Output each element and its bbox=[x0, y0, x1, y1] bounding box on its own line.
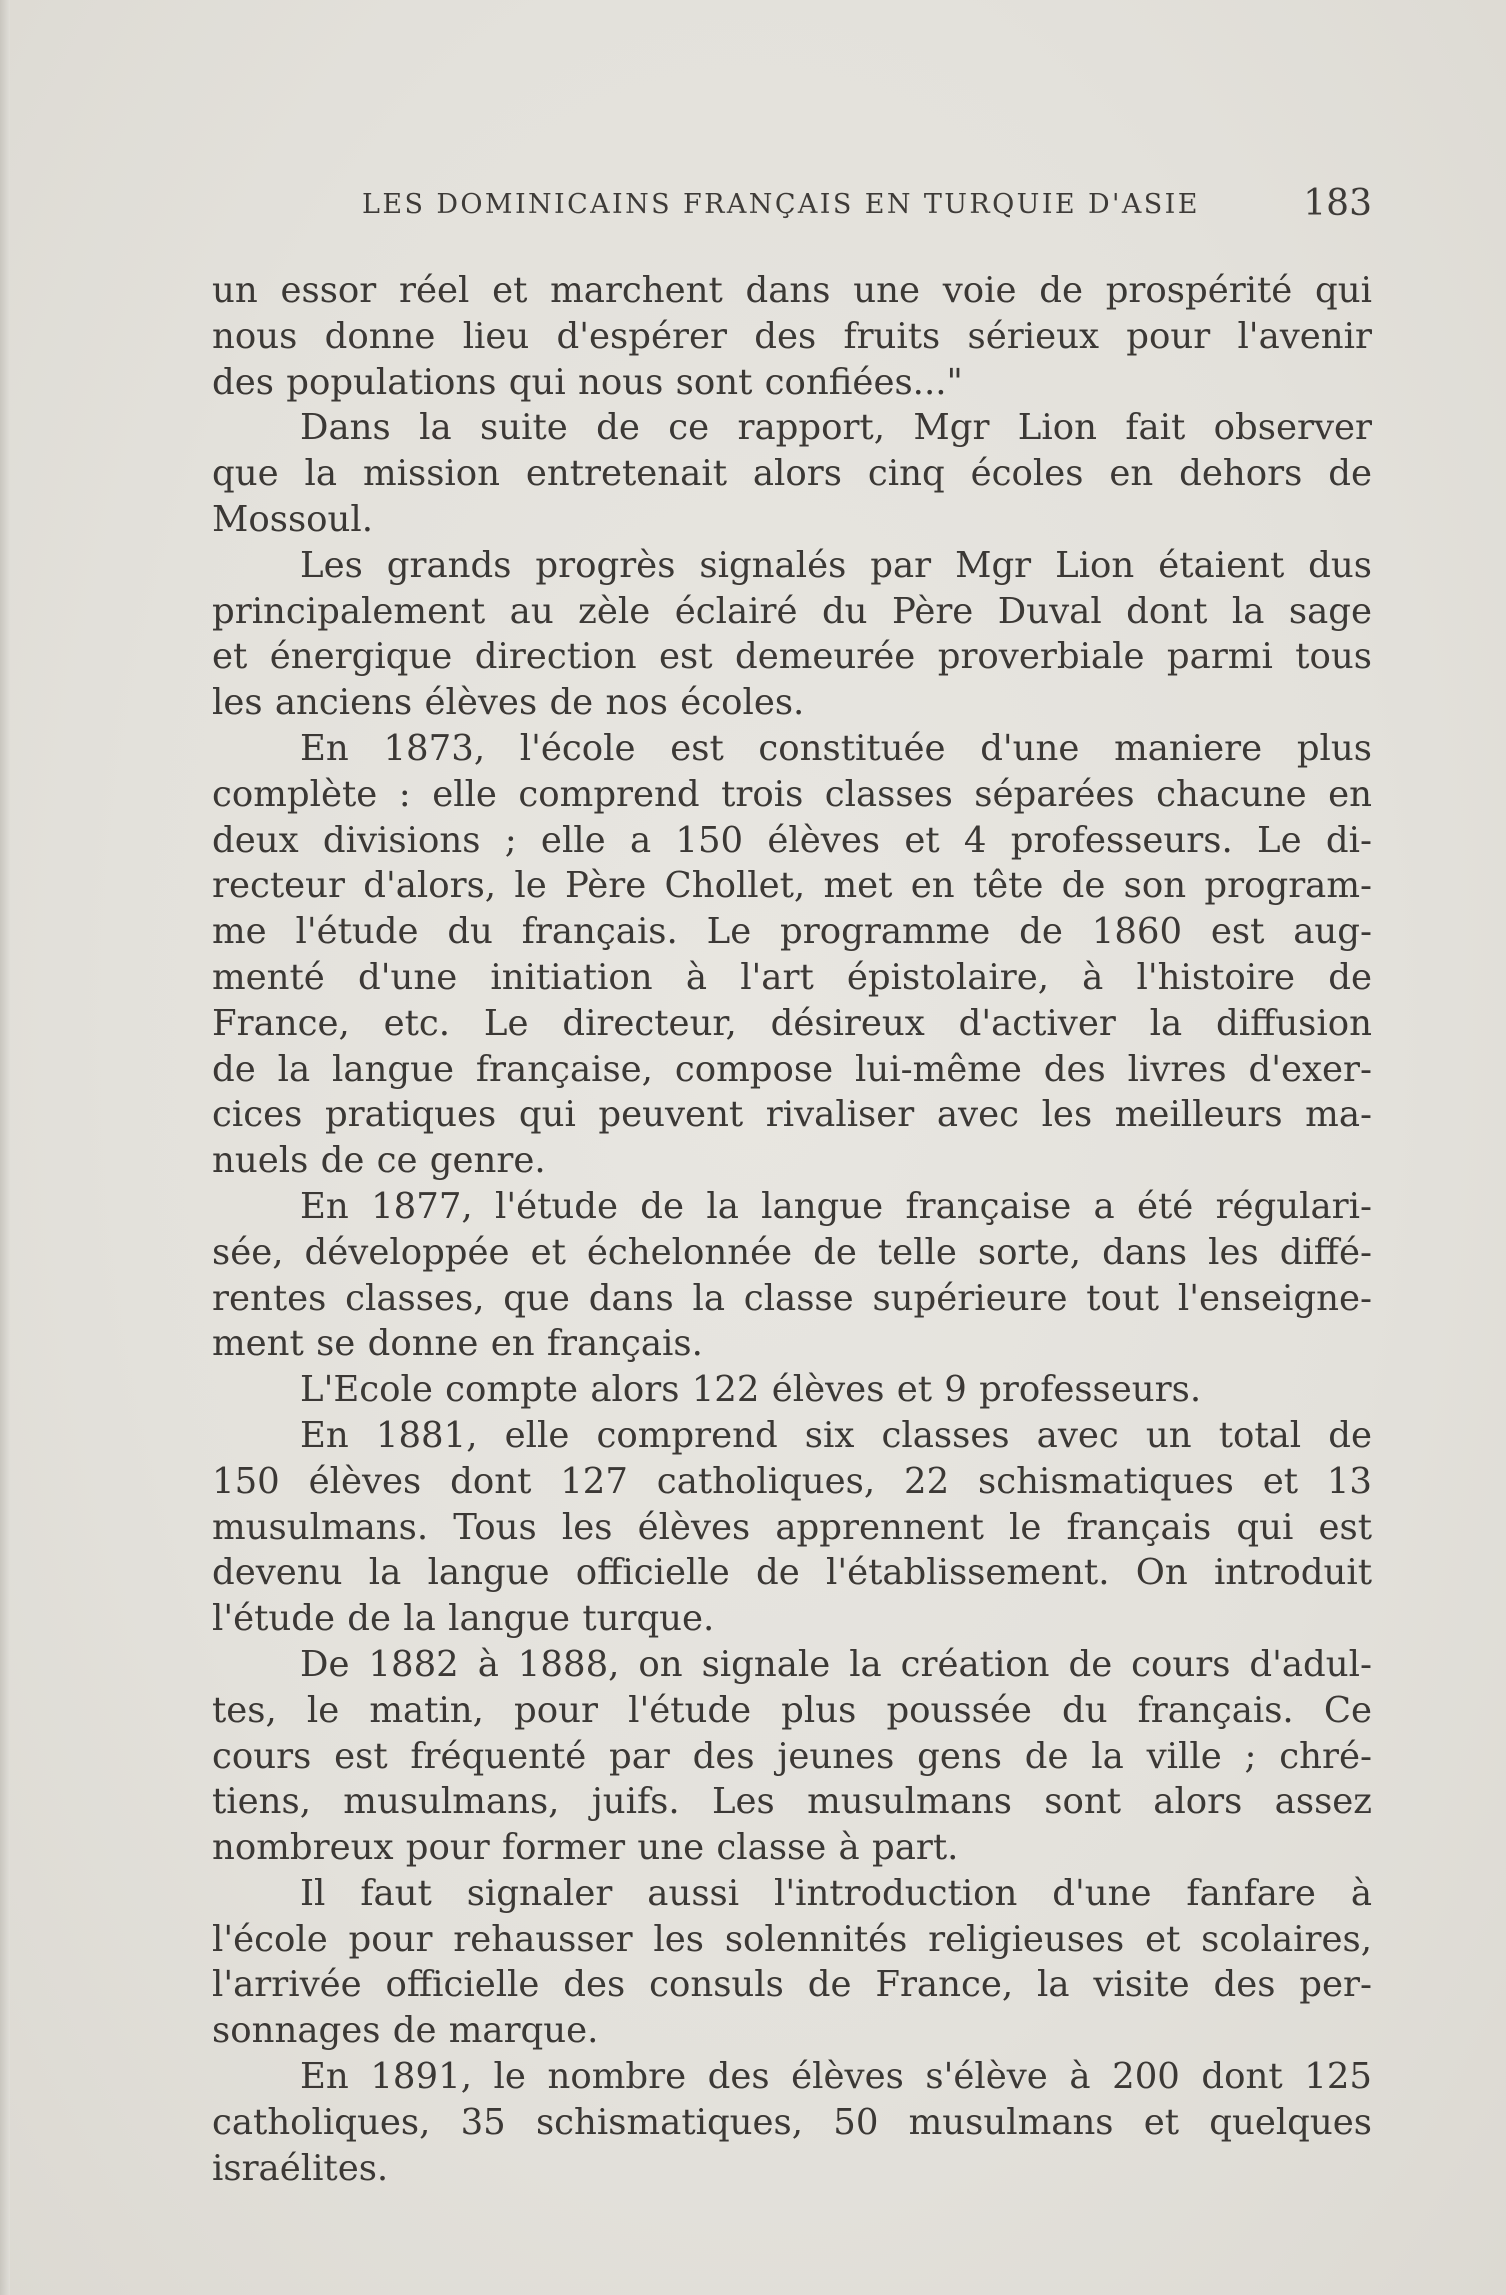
text-line: nombreux pour former une classe à part. bbox=[212, 1827, 959, 1869]
text-line: cours est fréquenté par des jeunes gens de la ville ; chré- bbox=[212, 1735, 1372, 1777]
text-line: principalement au zèle éclairé du Père Duval dont la sage bbox=[212, 590, 1372, 632]
page-gutter bbox=[0, 0, 10, 2295]
body-text bbox=[212, 268, 1372, 2191]
text-line: un essor réel et marchent dans une voie de prospérité qui bbox=[212, 270, 1372, 311]
text-line: catholiques, 35 schismatiques, 50 musulmans et quelques bbox=[212, 2101, 1372, 2143]
text-line: me l'étude du français. Le programme de 1860 est aug- bbox=[212, 911, 1372, 953]
text-line: devenu la langue officielle de l'établissement. On introduit bbox=[212, 1552, 1372, 1594]
text-line: En 1891, le nombre des élèves s'élève à 200 dont 125 bbox=[300, 2056, 1372, 2098]
text-line: Les grands progrès signalés par Mgr Lion étaient dus bbox=[300, 544, 1372, 586]
text-line: L'Ecole compte alors 122 élèves et 9 professeurs. bbox=[300, 1369, 1202, 1411]
text-line: En 1881, elle comprend six classes avec un total de bbox=[300, 1414, 1372, 1456]
text-line: recteur d'alors, le Père Chollet, met en tête de son program- bbox=[212, 865, 1372, 907]
text-line: Il faut signaler aussi l'introduction d'une fanfare à bbox=[300, 1872, 1372, 1914]
text-line: Mossoul. bbox=[212, 498, 374, 540]
text-line: nous donne lieu d'espérer des fruits sérieux pour l'avenir bbox=[212, 315, 1372, 357]
text-line: menté d'une initiation à l'art épistolaire, à l'histoire de bbox=[212, 956, 1372, 998]
text-line: l'arrivée officielle des consuls de France, la visite des per- bbox=[212, 1964, 1372, 2006]
text-line: France, etc. Le directeur, désireux d'activer la diffusion bbox=[212, 1002, 1372, 1044]
text-line: les anciens élèves de nos écoles. bbox=[212, 682, 805, 724]
text-line: 150 élèves dont 127 catholiques, 22 schismatiques et 13 bbox=[212, 1460, 1372, 1502]
text-line: sonnages de marque. bbox=[212, 2010, 599, 2052]
text-line: israélites. bbox=[212, 2147, 389, 2189]
text-line: Dans la suite de ce rapport, Mgr Lion fait observer bbox=[300, 407, 1372, 449]
text-line: De 1882 à 1888, on signale la création de cours d'adul- bbox=[300, 1643, 1372, 1685]
text-line: et énergique direction est demeurée proverbiale parmi tous bbox=[212, 636, 1372, 678]
running-head bbox=[212, 183, 1372, 233]
running-title: LES DOMINICAINS FRANÇAIS EN TURQUIE D'ASIE bbox=[362, 189, 1200, 220]
text-line: ment se donne en français. bbox=[212, 1323, 703, 1365]
text-line: l'étude de la langue turque. bbox=[212, 1598, 715, 1640]
text-line: des populations qui nous sont confiées..." bbox=[212, 361, 963, 403]
page-number: 183 bbox=[1303, 183, 1372, 224]
text-line: En 1877, l'étude de la langue française a été régulari- bbox=[300, 1185, 1372, 1227]
text-line: tiens, musulmans, juifs. Les musulmans sont alors assez bbox=[212, 1781, 1372, 1823]
text-line: que la mission entretenait alors cinq écoles en dehors de bbox=[212, 453, 1372, 495]
text-line: musulmans. Tous les élèves apprennent le français qui est bbox=[212, 1506, 1372, 1548]
text-line: En 1873, l'école est constituée d'une maniere plus bbox=[300, 727, 1372, 769]
text-line: deux divisions ; elle a 150 élèves et 4 professeurs. Le di- bbox=[212, 819, 1372, 861]
text-line: sée, développée et échelonnée de telle sorte, dans les diffé- bbox=[212, 1231, 1372, 1273]
text-line: de la langue française, compose lui-même des livres d'exer- bbox=[212, 1048, 1372, 1090]
text-line: complète : elle comprend trois classes séparées chacune en bbox=[212, 773, 1372, 815]
text-line: cices pratiques qui peuvent rivaliser avec les meilleurs ma- bbox=[212, 1094, 1372, 1136]
text-line: l'école pour rehausser les solennités religieuses et scolaires, bbox=[212, 1918, 1372, 1960]
text-line: rentes classes, que dans la classe supérieure tout l'enseigne- bbox=[212, 1277, 1372, 1319]
text-line: tes, le matin, pour l'étude plus poussée du français. Ce bbox=[212, 1689, 1372, 1731]
text-line: nuels de ce genre. bbox=[212, 1140, 546, 1182]
